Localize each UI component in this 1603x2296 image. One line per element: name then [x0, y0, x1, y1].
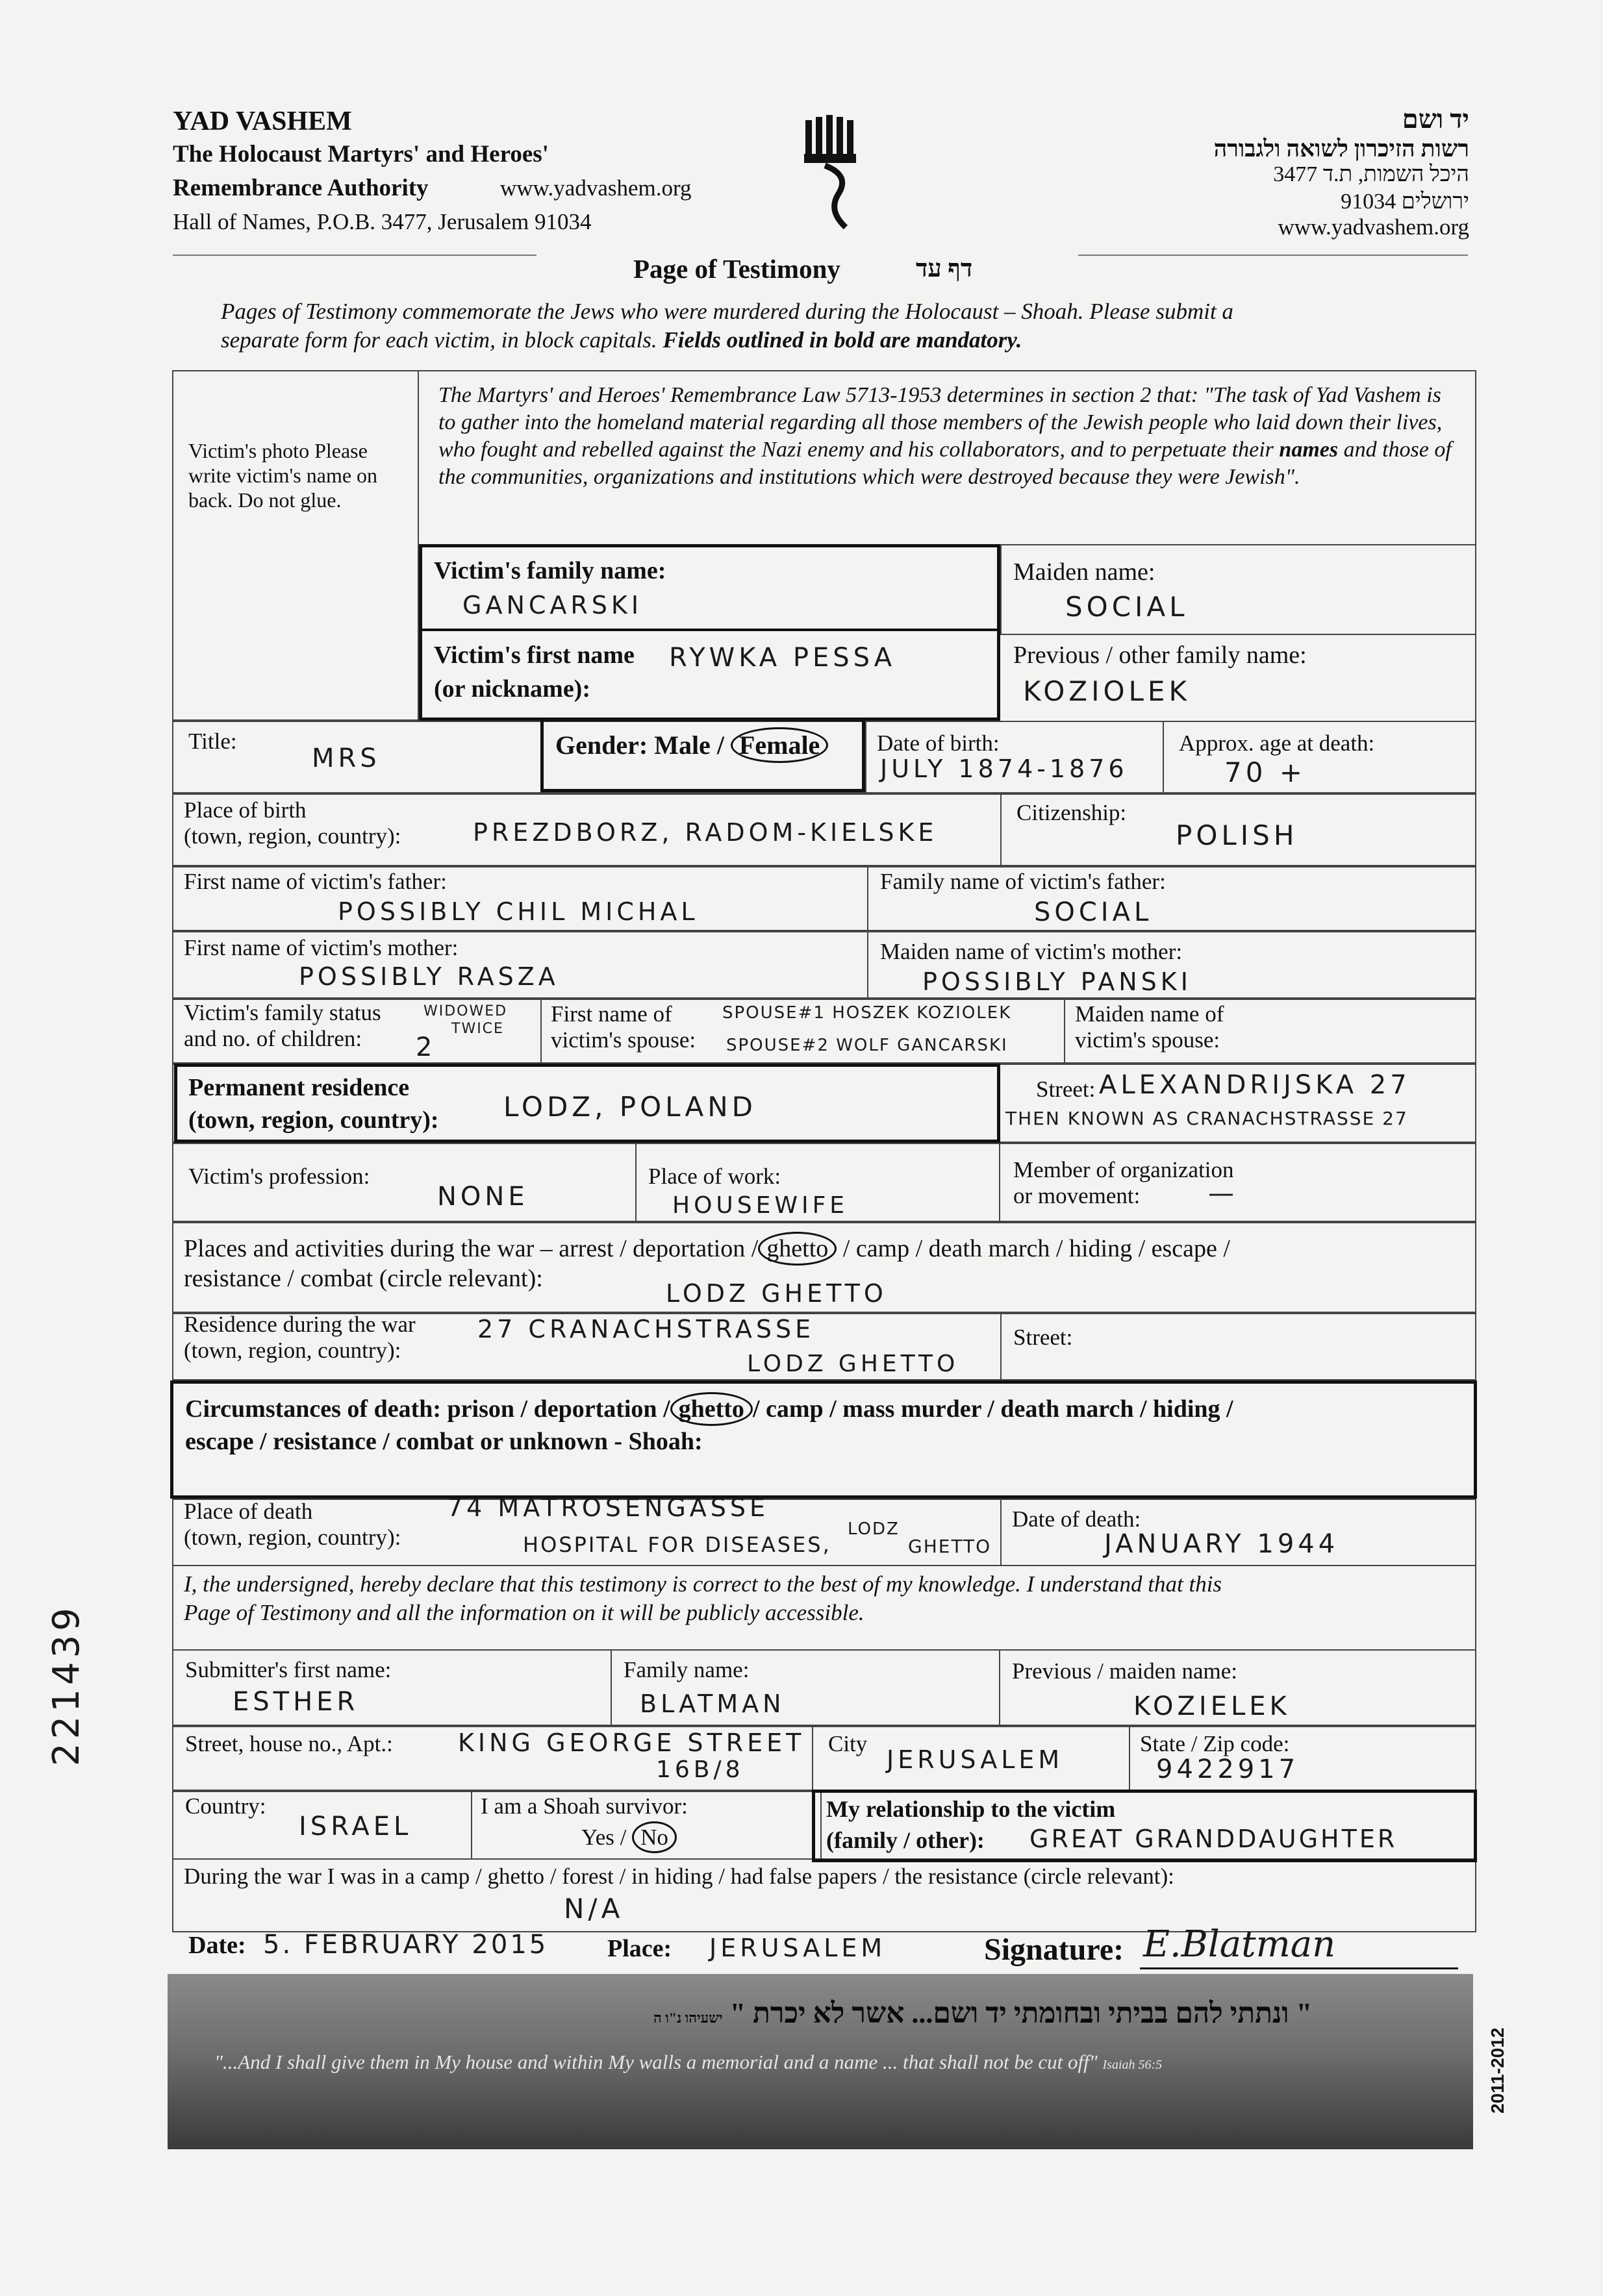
spouse-1-value: SPOUSE#1 HOSZEK KOZIOLEK — [722, 1003, 1012, 1023]
place-of-death-value-2: HOSPITAL FOR DISEASES, — [523, 1532, 831, 1557]
place-value: JERUSALEM — [709, 1934, 887, 1962]
profession-value: NONE — [437, 1182, 529, 1212]
work-value: HOUSEWIFE — [672, 1192, 849, 1219]
photo-box-label: Victim's photo Please write victim's name on back. Do not glue. — [188, 439, 378, 512]
dob-label: Date of birth: — [877, 730, 1000, 756]
city-he: ירושלים 91034 — [1341, 190, 1469, 214]
war-activities-line-2: resistance / combat (circle relevant): — [184, 1265, 543, 1292]
circumstances-ghetto-circled[interactable]: ghetto — [670, 1392, 753, 1426]
war-ghetto-circled[interactable]: ghetto — [758, 1232, 837, 1266]
circumstances-label — [185, 1393, 1233, 1458]
footer-source-en: Isaiah 56:5 — [1102, 2058, 1163, 2072]
submitter-prev-label: Previous / maiden name: — [1012, 1658, 1238, 1684]
residence-label — [188, 1071, 439, 1136]
father-family-label: Family name of victim's father: — [880, 869, 1166, 894]
intro-line-2 — [221, 326, 1455, 355]
victim-first-name-label: Victim's first name — [434, 642, 635, 669]
maiden-name-label: Maiden name: — [1013, 558, 1155, 586]
gender-label-text: Gender: — [555, 730, 648, 760]
profession-label: Victim's profession: — [188, 1164, 370, 1189]
father-first-label: First name of victim's father: — [184, 869, 447, 894]
place-of-death-label-1: Place of death — [184, 1499, 313, 1524]
family-status-value: WIDOWED — [423, 1003, 508, 1019]
intro-line-1: Pages of Testimony commemorate the Jews who were murdered during the Holocaust – Shoah. Please submit a — [221, 299, 1233, 324]
war-residence-label-1: Residence during the war — [184, 1312, 416, 1337]
victim-divider — [419, 629, 1000, 631]
submitter-city-label: City — [828, 1731, 868, 1756]
country-value: ISRAEL — [299, 1812, 412, 1841]
submitter-zip-label: State / Zip code: — [1140, 1731, 1290, 1756]
previous-name-label: Previous / other family name: — [1013, 642, 1307, 669]
law-text — [438, 382, 1461, 491]
organization-label-2: or movement: — [1013, 1183, 1141, 1209]
address-en: Hall of Names, P.O.B. 3477, Jerusalem 91034 — [173, 209, 592, 234]
header-rule-right — [1078, 255, 1468, 256]
law-text-part-1: The Martyrs' and Heroes' Remembrance Law 5713-1953 determines in section 2 that: "The task of Yad Vashem is to gather into the homeland material regarding all those members of the Jewish people who laid down their lives, who fought and rebelled against the Nazi enemy and his collaborators, and to perpetuate their — [438, 383, 1443, 462]
law-text-part-2: and those of the communities, organizations and institutions which were destroyed because they were Jewish". — [438, 438, 1452, 489]
declaration-line-2: Page of Testimony and all the information on it will be publicly accessible. — [184, 1600, 865, 1625]
intro-line-2-text: separate form for each victim, in block capitals. — [221, 327, 657, 353]
camp-label: During the war I was in a camp / ghetto / forest / in hiding / had false papers / the resistance (circle relevant): — [184, 1864, 1174, 1889]
pob-label — [184, 797, 401, 850]
org-name-he: יד ושם — [1402, 105, 1469, 134]
date-of-death-value: JANUARY 1944 — [1104, 1529, 1339, 1559]
dob-value: JULY 1874-1876 — [880, 755, 1128, 783]
declaration-line-1: I, the undersigned, hereby declare that this testimony is correct to the best of my knowledge. I understand that this — [184, 1571, 1222, 1597]
pob-label-2: (town, region, country): — [184, 823, 401, 849]
father-family-value: SOCIAL — [1034, 897, 1153, 927]
submitter-prev-value: KOZIELEK — [1133, 1691, 1291, 1721]
submitter-street-value-2: 16B/8 — [656, 1756, 744, 1783]
citizenship-label: Citizenship: — [1016, 800, 1127, 825]
spouse-maiden-label — [1075, 1001, 1224, 1054]
photo-box[interactable] — [172, 370, 419, 721]
website-right[interactable]: www.yadvashem.org — [1278, 214, 1469, 240]
relationship-value: GREAT GRANDDAUGHTER — [1029, 1825, 1398, 1853]
relationship-label-2: (family / other): — [826, 1827, 985, 1853]
date-value: 5. FEBRUARY 2015 — [263, 1930, 549, 1960]
spouse-maiden-label-1: Maiden name of — [1075, 1001, 1224, 1027]
place-of-death-value-4: GHETTO — [908, 1536, 992, 1557]
war-residence-value-2: LODZ GHETTO — [747, 1351, 959, 1377]
survivor-no-circled[interactable]: No — [632, 1821, 677, 1853]
previous-name-value: KOZIOLEK — [1023, 675, 1191, 707]
submitter-street-label: Street, house no., Apt.: — [185, 1731, 393, 1756]
residence-value: LODZ, POLAND — [503, 1091, 757, 1123]
country-label: Country: — [185, 1793, 266, 1819]
circumstances-line-2: escape / resistance / combat or unknown - Shoah: — [185, 1428, 703, 1455]
residence-label-2: (town, region, country): — [188, 1106, 439, 1134]
organization-label — [1013, 1157, 1234, 1210]
footer-source-he: ישעיהו נ"ו ה — [653, 2010, 723, 2026]
work-label: Place of work: — [648, 1164, 781, 1189]
submitter-street-value: KING GEORGE STREET — [458, 1728, 805, 1757]
family-status-label-1: Victim's family status — [184, 1000, 381, 1025]
date-label: Date: — [188, 1932, 246, 1959]
citizenship-value: POLISH — [1176, 819, 1298, 851]
law-text-names: names — [1279, 438, 1339, 462]
war-activities-part-a: Places and activities during the war – arrest / deportation / — [184, 1235, 759, 1262]
pob-label-1: Place of birth — [184, 797, 307, 823]
header-rule-left — [173, 255, 536, 256]
spouse-label-1: First name of — [551, 1001, 672, 1027]
victim-family-name-label: Victim's family name: — [434, 557, 666, 584]
place-of-death-label-2: (town, region, country): — [184, 1525, 401, 1551]
circumstances-line-1 — [185, 1393, 1233, 1425]
mother-first-label: First name of victim's mother: — [184, 935, 459, 960]
family-status-label-2: and no. of children: — [184, 1026, 362, 1052]
hall-of-names-he: היכל השמות, ת.ד 3477 — [1273, 162, 1469, 186]
submitter-family-value: BLATMAN — [640, 1690, 785, 1718]
war-activities-line-1 — [184, 1234, 1230, 1264]
signature-label: Signature: — [984, 1932, 1124, 1967]
relationship-label-1: My relationship to the victim — [826, 1796, 1116, 1822]
organization-label-1: Member of organization — [1013, 1157, 1234, 1182]
war-residence-label — [184, 1312, 416, 1364]
gender-male[interactable]: Male — [654, 730, 711, 760]
page-title-he: דף עד — [916, 255, 973, 282]
street-value-2: THEN KNOWN AS CRANACHSTRASSE 27 — [1005, 1108, 1408, 1129]
yad-vashem-logo — [799, 114, 864, 231]
age-value: 70 + — [1224, 756, 1306, 788]
gender-label — [555, 730, 828, 760]
spouse-2-value: SPOUSE#2 WOLF GANCARSKI — [726, 1036, 1008, 1055]
submitter-first-value: ESTHER — [233, 1687, 359, 1717]
survivor-yes[interactable]: Yes / — [581, 1825, 627, 1850]
circumstances-part-a: Circumstances of death: prison / deportation / — [185, 1395, 670, 1423]
war-activities-value: LODZ GHETTO — [666, 1279, 887, 1308]
edition-year: 2011-2012 — [1487, 2027, 1508, 2114]
signature-line — [1140, 1967, 1458, 1969]
footer-quote-en — [214, 2051, 1162, 2074]
survivor-label: I am a Shoah survivor: — [481, 1793, 688, 1819]
spouse-maiden-label-2: victim's spouse: — [1075, 1027, 1220, 1053]
father-first-value: POSSIBLY CHIL MICHAL — [338, 897, 699, 926]
gender-female-circled[interactable]: Female — [731, 727, 828, 763]
declaration-text — [184, 1570, 1463, 1627]
website-left[interactable]: www.yadvashem.org — [500, 175, 692, 201]
org-name-en: YAD VASHEM — [173, 106, 352, 136]
organization-value: — — [1208, 1179, 1238, 1208]
age-label: Approx. age at death: — [1179, 730, 1375, 756]
intro-mandatory-note: Fields outlined in bold are mandatory. — [663, 327, 1022, 353]
place-of-death-value-1: 74 MATROSENGASSE — [447, 1493, 770, 1522]
margin-number: 221439 — [45, 1604, 88, 1766]
residence-label-1: Permanent residence — [188, 1074, 410, 1101]
footer-quote-he-text: " ונתתי להם בביתי ובחומתי יד ושם... אשר לא יכרת " — [729, 1997, 1312, 2029]
street-label: Street: — [1036, 1077, 1096, 1102]
survivor-options — [581, 1825, 677, 1851]
place-of-death-value-3: LODZ — [848, 1519, 900, 1539]
family-status-label — [184, 1000, 381, 1053]
page-title: Page of Testimony — [633, 254, 840, 284]
place-of-death-label — [184, 1499, 401, 1551]
footer-quote-en-text: "...And I shall give them in My house and within My walls a memorial and a name ... that shall not be cut off" — [214, 2051, 1098, 2073]
submitter-family-label: Family name: — [624, 1657, 750, 1682]
war-street-label: Street: — [1013, 1325, 1073, 1350]
footer-quote-he — [299, 1997, 1312, 2030]
spouse-label-2: victim's spouse: — [551, 1027, 696, 1053]
submitter-city-value: JERUSALEM — [887, 1745, 1064, 1774]
victim-first-name-label-2: (or nickname): — [434, 675, 590, 703]
children-value: 2 — [416, 1032, 436, 1062]
intro-text — [221, 297, 1455, 355]
submitter-first-label: Submitter's first name: — [185, 1657, 392, 1682]
mother-maiden-label: Maiden name of victim's mother: — [880, 939, 1183, 964]
camp-value: N/A — [564, 1893, 624, 1925]
submitter-zip-value: 9422917 — [1156, 1754, 1300, 1784]
mother-maiden-value: POSSIBLY PANSKI — [922, 967, 1192, 996]
war-residence-value: 27 CRANACHSTRASSE — [477, 1315, 815, 1343]
org-subtitle-en-2: Remembrance Authority — [173, 175, 429, 201]
mother-first-value: POSSIBLY RASZA — [299, 962, 559, 991]
org-subtitle-he: רשות הזיכרון לשואה ולגבורה — [1213, 136, 1469, 162]
spouse-label — [551, 1001, 696, 1054]
war-activities-part-b: / camp / death march / hiding / escape / — [842, 1235, 1230, 1262]
date-of-death-label: Date of death: — [1012, 1506, 1141, 1532]
street-value: ALEXANDRIJSKA 27 — [1099, 1070, 1411, 1100]
pob-value: PREZDBORZ, RADOM-KIELSKE — [473, 818, 938, 847]
victim-first-name-value: RYWKA PESSA — [669, 643, 896, 673]
signature: E.Blatman — [1143, 1923, 1336, 1965]
title-value: MRS — [312, 743, 381, 773]
family-status-value-2: TWICE — [451, 1021, 504, 1037]
gender-separator: / — [716, 730, 724, 760]
circumstances-part-b: / camp / mass murder / death march / hiding / — [752, 1395, 1233, 1423]
war-residence-label-2: (town, region, country): — [184, 1338, 401, 1364]
org-subtitle-en-1: The Holocaust Martyrs' and Heroes' — [173, 141, 549, 168]
maiden-name-value: SOCIAL — [1065, 591, 1189, 623]
title-label: Title: — [188, 729, 237, 754]
victim-family-name-value: GANCARSKI — [462, 591, 643, 619]
place-label: Place: — [607, 1935, 672, 1962]
